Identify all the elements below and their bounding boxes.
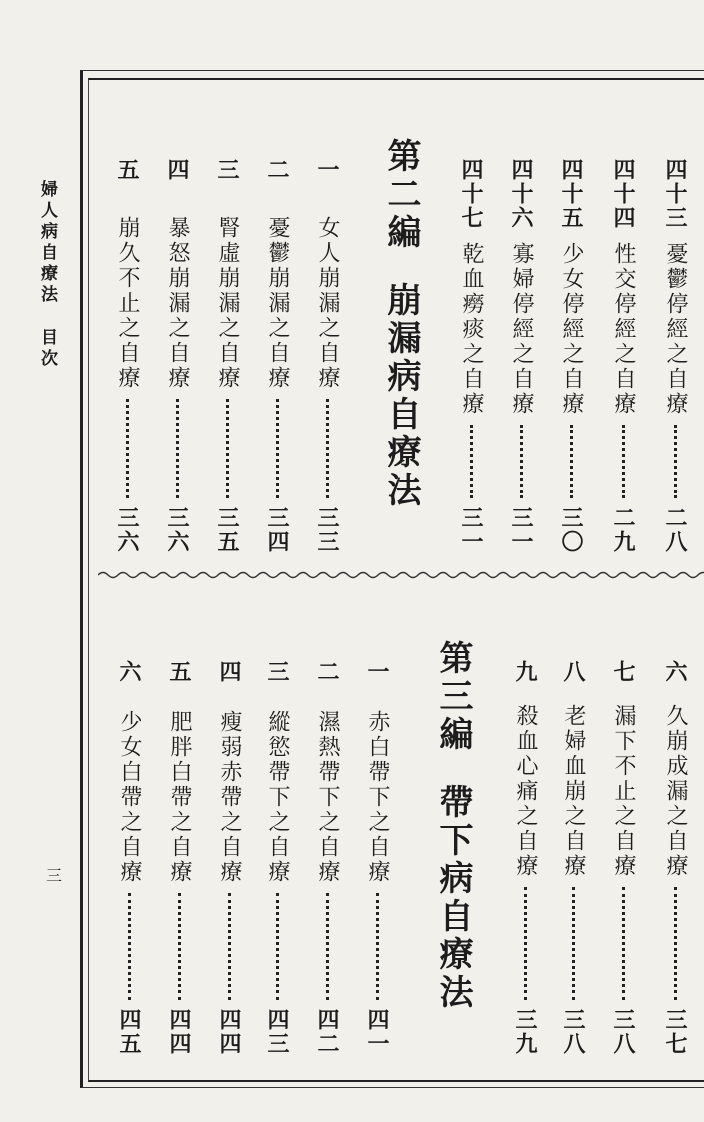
entry-page: 二九 <box>610 506 636 554</box>
leader-dots <box>276 399 279 498</box>
entry-page: 三三 <box>314 506 340 554</box>
entry-number: 四十四 <box>610 158 636 230</box>
entry-page: 二八 <box>662 506 688 554</box>
entry-page: 四四 <box>216 1008 242 1056</box>
entry-page: 三六 <box>164 506 190 554</box>
toc-entry[interactable] <box>514 660 536 1056</box>
entry-number: 四 <box>216 660 242 684</box>
leader-dots <box>178 893 181 1000</box>
toc-entry[interactable] <box>116 158 138 554</box>
section-heading <box>433 640 473 1012</box>
entry-page: 三八 <box>610 1008 636 1056</box>
entry-title: 女人崩漏之自療 <box>315 216 340 391</box>
toc-entry[interactable] <box>316 660 338 1056</box>
toc-entry[interactable] <box>562 660 584 1056</box>
leader-dots <box>622 425 625 498</box>
section-label: 目次 <box>37 328 57 370</box>
entry-number: 五 <box>114 158 140 182</box>
toc-entry[interactable] <box>168 660 190 1056</box>
leader-dots <box>572 887 575 1000</box>
running-header <box>38 180 55 370</box>
leader-dots <box>176 399 179 498</box>
entry-page: 四二 <box>314 1008 340 1056</box>
entry-number: 四十三 <box>662 158 688 230</box>
leader-dots <box>226 399 229 498</box>
entry-page: 四五 <box>116 1008 142 1056</box>
leader-dots <box>674 425 677 498</box>
toc-entry[interactable] <box>316 158 338 554</box>
leader-dots <box>326 893 329 1000</box>
section-heading <box>381 138 421 510</box>
part-title: 帶下病自療法 <box>433 784 473 1012</box>
entry-title: 寡婦停經之自療 <box>509 242 534 417</box>
entry-number: 四十七 <box>458 158 484 230</box>
entry-title: 腎虛崩漏之自療 <box>215 216 240 391</box>
toc-entry[interactable] <box>560 158 582 554</box>
leader-dots <box>228 893 231 1000</box>
toc-entry[interactable] <box>664 158 686 554</box>
leader-dots <box>376 893 379 1000</box>
entry-number: 二 <box>314 660 340 684</box>
toc-entry[interactable] <box>166 158 188 554</box>
entry-page: 四四 <box>166 1008 192 1056</box>
entry-number: 三 <box>214 158 240 182</box>
entry-title: 崩久不止之自療 <box>115 216 140 391</box>
entry-number: 七 <box>610 660 636 684</box>
leader-dots <box>674 887 677 1000</box>
entry-number: 六 <box>116 660 142 684</box>
page-number: 三 <box>46 866 63 885</box>
leader-dots <box>276 893 279 1000</box>
entry-number: 一 <box>364 660 390 684</box>
toc-entry[interactable] <box>460 158 482 554</box>
toc-entry[interactable] <box>266 660 288 1056</box>
entry-number: 八 <box>560 660 586 684</box>
entry-page: 三四 <box>264 506 290 554</box>
entry-number: 三 <box>264 660 290 684</box>
entry-title: 少女停經之自療 <box>559 242 584 417</box>
entry-number: 二 <box>264 158 290 182</box>
entry-number: 六 <box>662 660 688 684</box>
entry-title: 赤白帶下之自療 <box>365 710 390 885</box>
entry-page: 三一 <box>508 506 534 554</box>
entry-number: 九 <box>512 660 538 684</box>
toc-entry[interactable] <box>216 158 238 554</box>
entry-title: 肥胖白帶之自療 <box>167 710 192 885</box>
entry-page: 三八 <box>560 1008 586 1056</box>
entry-number: 四 <box>164 158 190 182</box>
wavy-divider <box>98 568 704 582</box>
entry-page: 三五 <box>214 506 240 554</box>
toc-entry[interactable] <box>218 660 240 1056</box>
entry-page: 四一 <box>364 1008 390 1056</box>
toc-entry[interactable] <box>612 158 634 554</box>
part-title: 崩漏病自療法 <box>381 282 421 510</box>
entry-title: 殺血心痛之自療 <box>513 704 538 879</box>
part-label: 第二編 <box>381 138 421 252</box>
leader-dots <box>128 893 131 1000</box>
entry-page: 四三 <box>264 1008 290 1056</box>
toc-entry[interactable] <box>510 158 532 554</box>
entry-title: 乾血癆痰之自療 <box>459 242 484 417</box>
entry-title: 憂鬱崩漏之自療 <box>265 216 290 391</box>
leader-dots <box>470 425 473 498</box>
entry-title: 漏下不止之自療 <box>611 704 636 879</box>
entry-title: 久崩成漏之自療 <box>663 704 688 879</box>
entry-title: 老婦血崩之自療 <box>561 704 586 879</box>
entry-title: 憂鬱停經之自療 <box>663 242 688 417</box>
entry-number: 四十五 <box>558 158 584 230</box>
entry-title: 瘦弱赤帶之自療 <box>217 710 242 885</box>
entry-number: 五 <box>166 660 192 684</box>
entry-title: 暴怒崩漏之自療 <box>165 216 190 391</box>
leader-dots <box>126 399 129 498</box>
leader-dots <box>570 425 573 498</box>
entry-title: 性交停經之自療 <box>611 242 636 417</box>
leader-dots <box>326 399 329 498</box>
entry-page: 三一 <box>458 506 484 554</box>
entry-page: 三六 <box>114 506 140 554</box>
entry-page: 三〇 <box>558 506 584 554</box>
entry-title: 縱慾帶下之自療 <box>265 710 290 885</box>
entry-page: 三九 <box>512 1008 538 1056</box>
leader-dots <box>524 887 527 1000</box>
entry-page: 三七 <box>662 1008 688 1056</box>
toc-entry[interactable] <box>664 660 686 1056</box>
leader-dots <box>622 887 625 1000</box>
entry-title: 濕熱帶下之自療 <box>315 710 340 885</box>
part-label: 第三編 <box>433 640 473 754</box>
book-title: 婦人病自療法 <box>37 180 57 306</box>
entry-number: 四十六 <box>508 158 534 230</box>
toc-entry[interactable] <box>612 660 634 1056</box>
leader-dots <box>520 425 523 498</box>
entry-title: 少女白帶之自療 <box>117 710 142 885</box>
toc-entry[interactable] <box>118 660 140 1056</box>
toc-entry[interactable] <box>266 158 288 554</box>
entry-number: 一 <box>314 158 340 182</box>
toc-entry[interactable] <box>366 660 388 1056</box>
